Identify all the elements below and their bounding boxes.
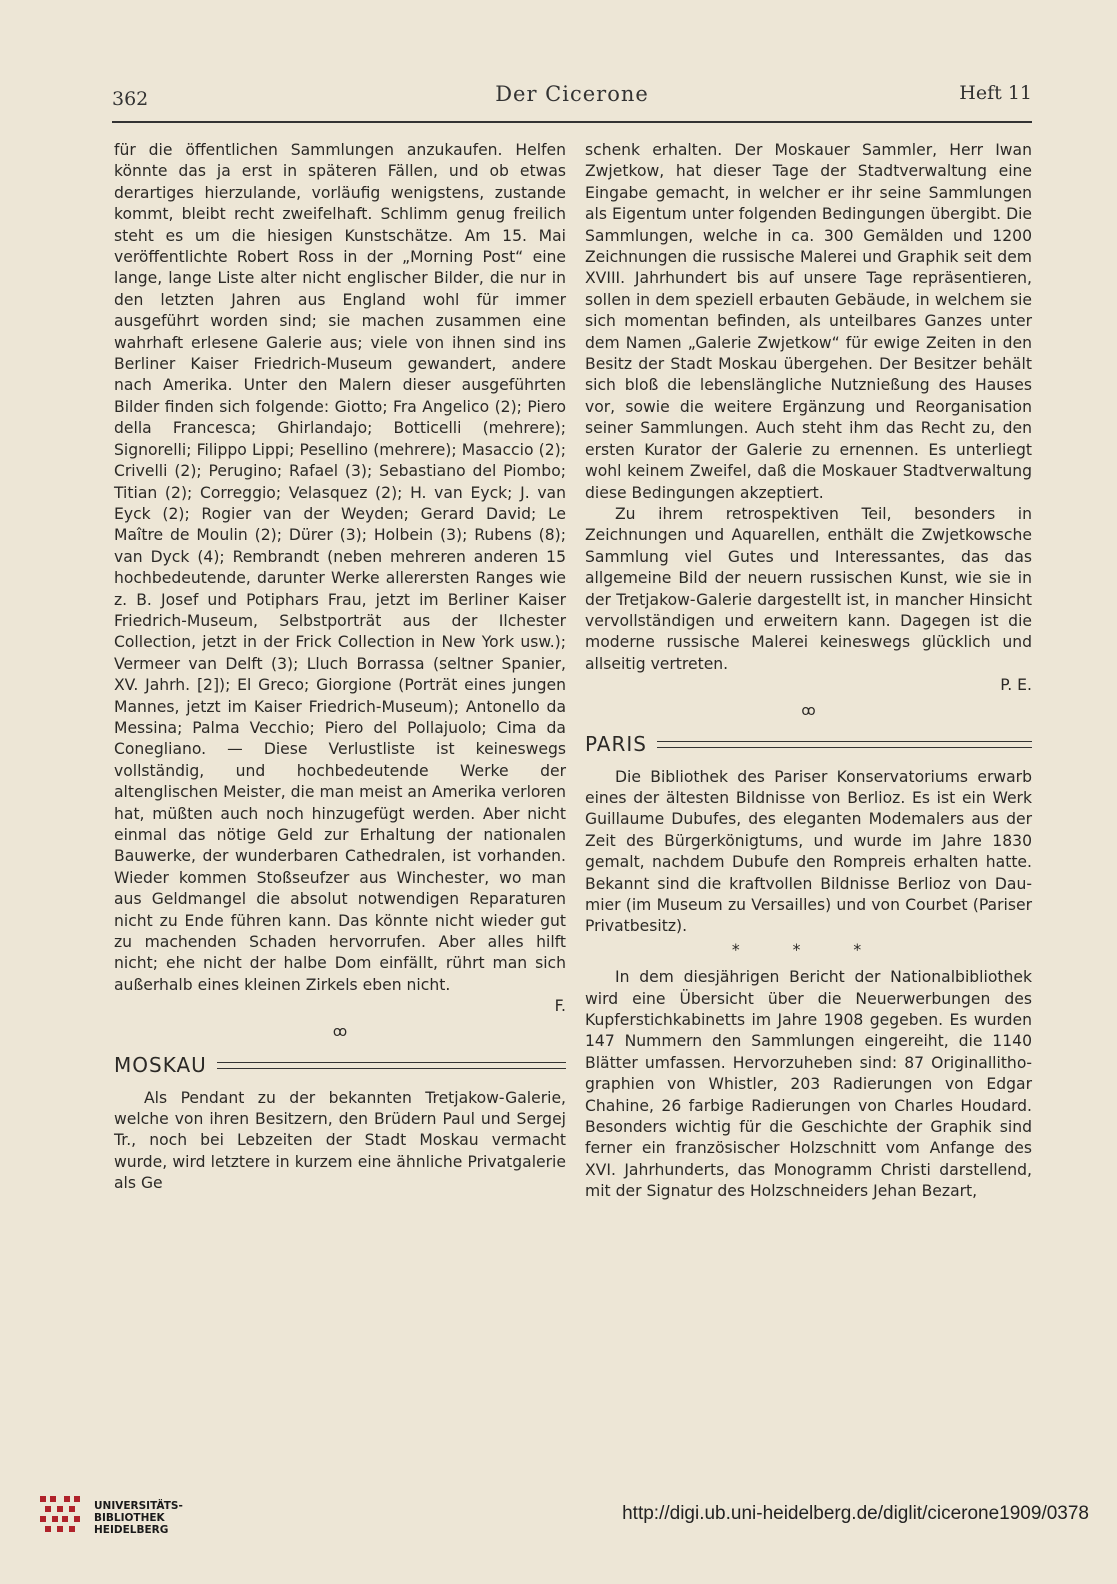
section-double-rule [217,1062,566,1069]
berlioz-portrait-text: Die Bibliothek des Pariser Konservatoriums erwarb eines der ältesten Bildnisse von Berlioz. Es ist ein Werk Guillaume Dubufes, des eleganten Modemalers aus der Zeit des Bürgerkönigtums, und wurde im Jahre 1830 gemalt, nachdem Dubufe den Rompreis erhalten hatte. Bekannt sind die kraftvollen Bildnisse Berlioz von Daumier (im Museum zu Versailles) und von Courbet (Pariser Privatbesitz). [585,767,1032,936]
national-library-text: In dem diesjährigen Bericht der Nationalbibliothek wird eine Übersicht über die Neuerwerbungen des Kupferstichkabinetts im Jahre 1908 gegeben. Es wurden 147 Nummern den Sammlungen eingereiht, die 1140 Blätter umfassen. Hervorzuheben sind: 87 Originallithographien von Whistler, 203 Radierungen von Edgar Chahine, 26 farbige Radierungen von Charles Houdard. Besonders wichtig für die Geschichte der Graphik sind ferner ein französischer Holzschnitt vom Anfange des XVI. Jahrhunderts, das Monogramm Christi darstellend, mit der Signatur des Holzschneiders Jehan Bezart, [585,968,1032,1201]
london-report-text: für die öffentlichen Sammlungen anzukaufen. Helfen könnte das ja erst in späteren Fällen, und ob etwas derartiges hierzulande, vorläufig wenigstens, zustande kommt, bleibt recht zweifelhaft. Schlimm genug freilich steht es um die hiesigen Kunstschätze. Am 15. Mai veröffentlichte Robert Ross in der „Morning Post“ eine lange, lange Liste alter nicht englischer Bilder, die nur in den letzten Jahren aus England wohl für immer ausgeführt worden sind; sie machen zusammen eine wahrhaft erlesene Galerie aus; viele von ihnen sind ins Berliner Kaiser Friedrich-Museum gewandert, andere nach Amerika. Unter den Malern dieser ausgeführten Bilder finden sich folgende: Giotto; Fra Angelico (2); Piero della Francesca; Ghirlandajo; Botticelli (mehrere); Signorelli; Filippo Lippi; Pesellino (mehrere); Masaccio (2); Crivelli (2); Perugino; Rafael (3); Sebastiano del Piombo; Titian (2); Correggio; Velasquez (2); H. van Eyck; J. van Eyck (2); Rogier van der Weyden; Gerard David; Le Maître de Moulin (2); Dürer (3); Holbein (3); Rubens (8); van Dyck (4); Rembrandt (neben mehreren anderen 15 hochbedeutende, darunter Werke allerersten Ranges wie z. B. Josef und Potiphars Frau, jetzt im Berliner Kaiser Friedrich-Museum, Selbstporträt aus der Ilchester Collection, jetzt in der Frick Collection in New York usw.); Vermeer van Delft (3); Lluch Borrassa (seltner Spanier, XV. Jahrh. [2]); El Greco; Giorgione (Porträt eines jungen Mannes, jetzt im Kaiser Friedrich-Museum); Antonello da Messina; Palma Vecchio; Piero del Pollajuolo; Cima da Conegliano. — Diese Verlustliste ist keineswegs vollständig, und hochbedeutende Werke der altenglischen Meister, die man meist an Amerika verloren hat, müßten auch noch hinzugefügt werden. Aber nicht einmal das nötige Geld zur Erhaltung der nationalen Bauwerke, der wunderbaren Cathedralen, ist vorhanden. Wieder kommen Stoßseufzer aus Winchester, wo man aus Geldmangel die absolut notwendigen Reparaturen nicht zu Ende führen kann. Das könnte nicht wieder gut zu machenden Schaden hervorrufen. Aber alles hilft nicht; ehe nicht der halbe Dom einfällt, rührt man sich außerhalb eines kleinen Zirkels eben nicht. [114,141,566,994]
zwjetkow-collection-text: Zu ihrem retrospektiven Teil, besonders in Zeichnungen und Aquarellen, enthält die Zwjetkowsche Sammlung viel Gutes und Interessantes, das das allgemeine Bild der neuern russischen Kunst, wie sie in der Tretjakow-Galerie dargestellt ist, in mancher Hinsicht vervollständigen und erweitern kann. Dagegen ist die moderne russische Malerei keineswegs glücklich und allseitig vertreten. [585,504,1032,673]
left-column [114,140,566,1195]
running-header [112,80,1032,112]
ornament-divider: ꝏ [801,702,816,719]
signature-pe: P. E. [1000,676,1032,695]
section-double-rule [657,741,1032,748]
ornament-divider: ꝏ [332,1023,348,1040]
library-name [94,1500,183,1536]
library-name-line: BIBLIOTHEK [94,1512,165,1524]
moskau-text: Als Pendant zu der bekannten Tretjakow-Galerie, welche von ihren Besitzern, den Brüdern Paul und Sergej Tr., noch bei Lebzeiten der Stadt Moskau vermacht wurde, wird letztere in kurzem eine ähnliche Privatgalerie als Ge [114,1088,566,1193]
asterism-divider: * * * [731,940,886,959]
right-column [585,140,1032,1203]
issue-label: Heft 11 [959,82,1032,104]
section-heading-paris [585,733,1032,757]
section-heading-moskau [114,1054,566,1078]
section-title-moskau: MOSKAU [114,1052,207,1077]
source-url-link[interactable]: http://digi.ub.uni-heidelberg.de/diglit/cicerone1909/0378 [622,1503,1089,1524]
page-number: 362 [112,88,149,110]
library-logo[interactable] [36,1490,196,1542]
header-rule [112,121,1032,123]
journal-title: Der Cicerone [495,82,649,106]
library-seal-icon [36,1492,84,1540]
section-title-paris: PARIS [585,731,647,756]
signature-f: F. [554,997,566,1016]
library-name-line: HEIDELBERG [94,1524,169,1536]
library-name-line: UNIVERSITÄTS- [94,1500,183,1512]
moskau-continued-text: schenk erhalten. Der Moskauer Sammler, Herr Iwan Zwjetkow, hat dieser Tage der Stadtverwaltung eine Eingabe gemacht, in welcher er ihr seine Sammlungen als Eigentum unter folgenden Bedingungen übergibt. Die Sammlungen, welche in ca. 300 Gemälden und 1200 Zeichnungen die russische Malerei und Graphik seit dem XVIII. Jahrhundert bis auf unsere Tage repräsentieren, sollen in dem speziell erbauten Gebäude, in welchem sie sich momentan befinden, als unteilbares Ganzes unter dem Namen „Galerie Zwjetkow“ für ewige Zeiten in den Besitz der Stadt Moskau übergehen. Der Besitzer behält sich bloß die lebenslängliche Nutznießung des Hauses vor, sowie die weitere Ergänzung und Reorganisation seiner Sammlungen. Auch steht ihm das Recht zu, den ersten Kurator der Galerie zu ernennen. Es unterliegt wohl keinem Zweifel, daß die Moskauer Stadtverwaltung diese Bedingungen akzeptiert. [585,141,1032,502]
